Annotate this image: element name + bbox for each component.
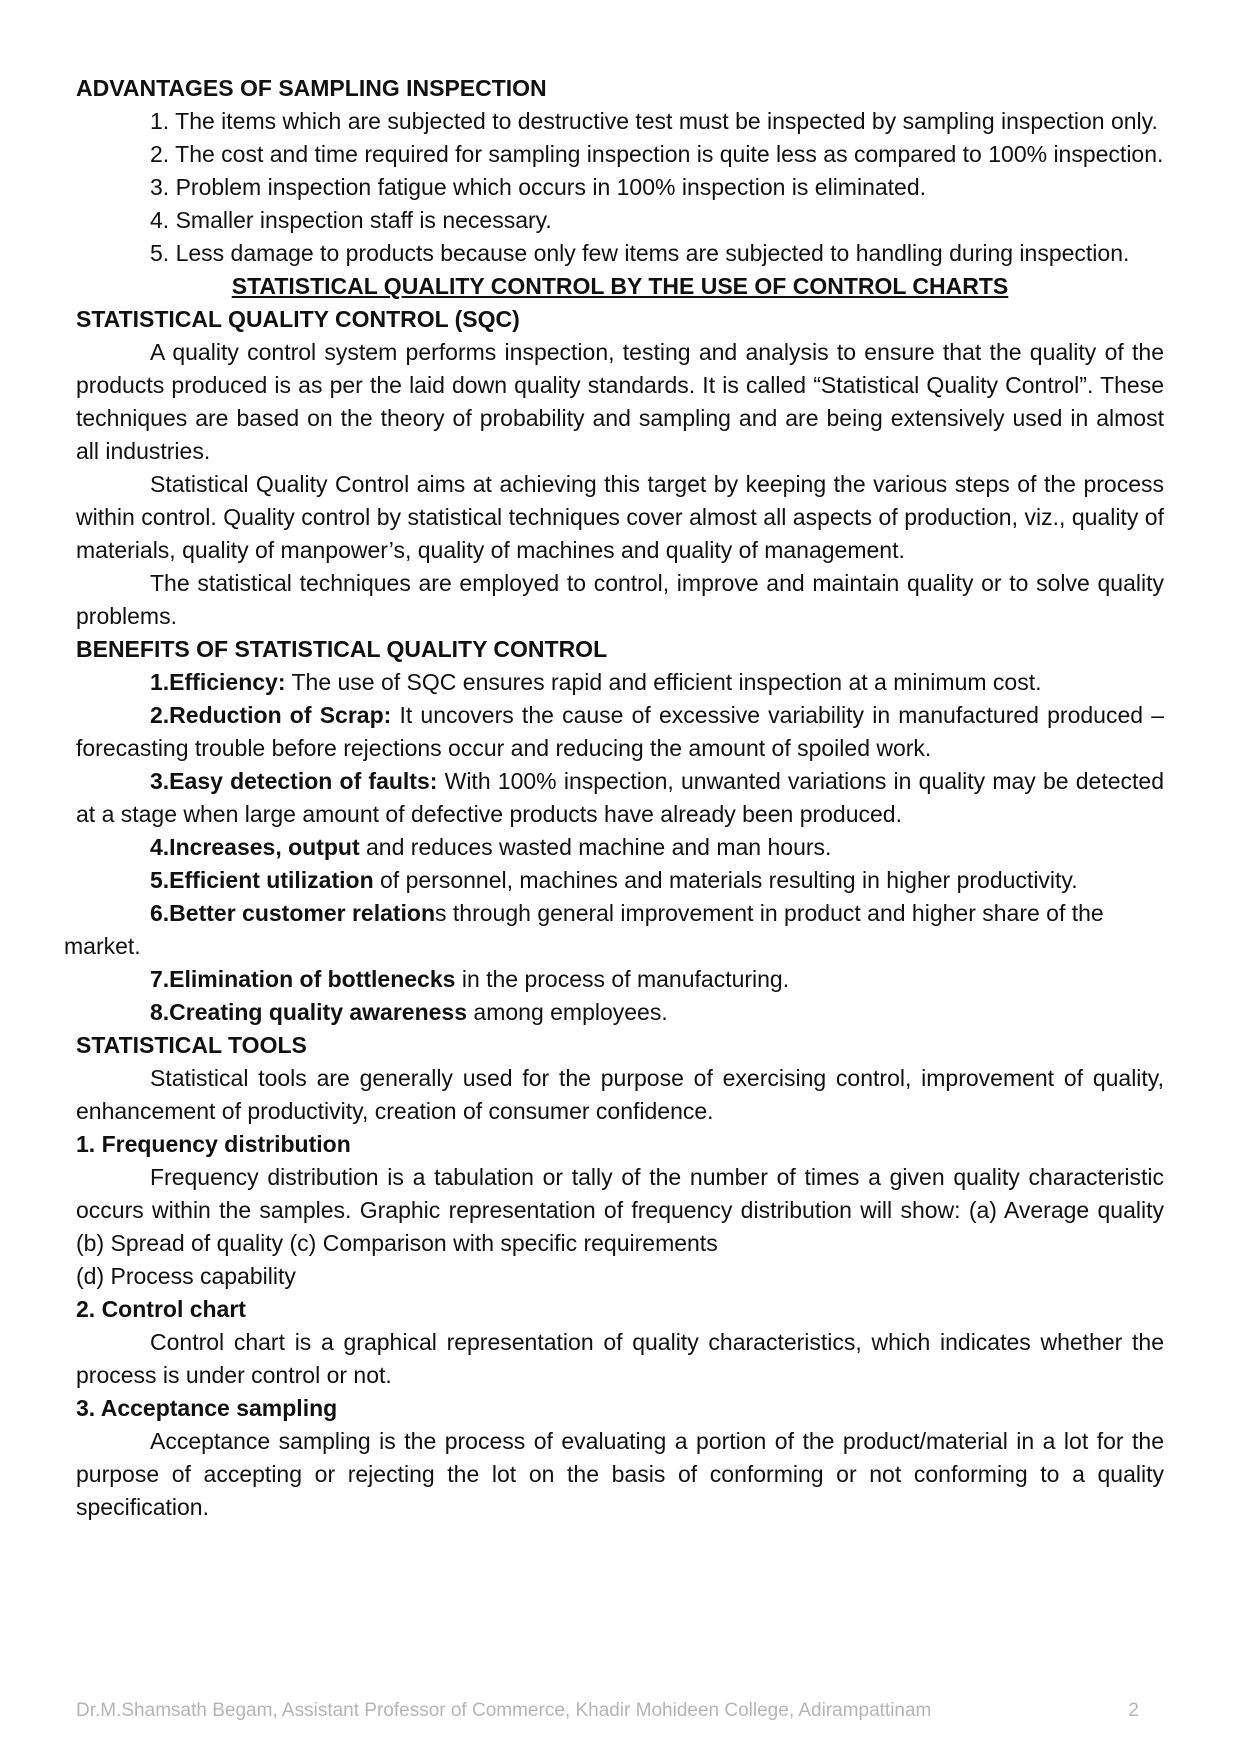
benefit-text: of personnel, machines and materials resulting in higher productivity. [373, 867, 1078, 893]
benefit-text: With 100% inspection, unwanted variations in quality may be detected at a stage when large amount of defective products have already been produced. [76, 768, 1164, 827]
benefit-title: 7.Elimination of bottlenecks [150, 966, 456, 992]
benefit-item [76, 831, 1164, 864]
frequency-text: Frequency distribution is a tabulation or tally of the number of times a given quality characteristic occurs within the samples. Graphic representation of frequency distribution will show: (a) Average quality (b) Spread of quality (c) Comparison with specific requirements [76, 1164, 1164, 1256]
tools-heading: STATISTICAL TOOLS [76, 1032, 307, 1058]
page-content [64, 72, 1164, 1524]
benefit-text: s through general improvement in product and higher share of the market. [64, 900, 1104, 959]
page-footer [76, 1694, 1139, 1727]
footer-author: Dr.M.Shamsath Begam, Assistant Professor of Commerce, Khadir Mohideen College, Adirampattinam [76, 1700, 932, 1721]
benefit-title: 2.Reduction of Scrap: [150, 702, 392, 728]
benefit-text: The use of SQC ensures rapid and efficient inspection at a minimum cost. [285, 669, 1042, 695]
sqc-heading: STATISTICAL QUALITY CONTROL (SQC) [76, 306, 520, 332]
benefit-text: among employees. [467, 999, 668, 1025]
advantage-item: 2. The cost and time required for sampling inspection is quite less as compared to 100% inspection. [150, 141, 1164, 167]
benefit-item [64, 897, 1164, 963]
benefit-text: in the process of manufacturing. [455, 966, 790, 992]
benefit-item [76, 699, 1164, 765]
control-chart-text: Control chart is a graphical representation of quality characteristics, which indicates whether the process is under control or not. [76, 1329, 1164, 1388]
benefit-title: 4.Increases, output [150, 834, 360, 860]
benefit-text: It uncovers the cause of excessive variability in manufactured produced – forecasting trouble before rejections occur and reducing the amount of spoiled work. [76, 702, 1164, 761]
control-chart-heading: 2. Control chart [76, 1296, 246, 1322]
benefits-heading: BENEFITS OF STATISTICAL QUALITY CONTROL [76, 636, 608, 662]
advantage-item: 5. Less damage to products because only few items are subjected to handling during inspection. [150, 240, 1130, 266]
benefit-item [76, 996, 1164, 1029]
sqc-paragraph: Statistical Quality Control aims at achieving this target by keeping the various steps of the process within control. Quality control by statistical techniques cover almost all aspects of production, viz., quality of materials, quality of manpower’s, quality of machines and quality of management. [76, 471, 1164, 563]
benefit-title: 6.Better customer relation [150, 900, 436, 926]
advantage-item: 4. Smaller inspection staff is necessary. [150, 207, 552, 233]
benefit-title: 8.Creating quality awareness [150, 999, 468, 1025]
acceptance-text: Acceptance sampling is the process of evaluating a portion of the product/material in a lot for the purpose of accepting or rejecting the lot on the basis of conforming or not conforming to a quality specification. [76, 1428, 1164, 1520]
frequency-heading: 1. Frequency distribution [76, 1131, 351, 1157]
tools-intro: Statistical tools are generally used for the purpose of exercising control, improvement of quality, enhancement of productivity, creation of consumer confidence. [76, 1065, 1164, 1124]
benefit-title: 3.Easy detection of faults: [150, 768, 438, 794]
advantages-heading: ADVANTAGES OF SAMPLING INSPECTION [76, 75, 547, 101]
benefit-title: 1.Efficiency: [150, 669, 286, 695]
benefit-title: 5.Efficient utilization [150, 867, 374, 893]
advantage-item: 1. The items which are subjected to destructive test must be inspected by sampling inspection only. [150, 108, 1158, 134]
page-number: 2 [1128, 1700, 1139, 1721]
frequency-text-cont: (d) Process capability [76, 1263, 296, 1289]
advantage-item: 3. Problem inspection fatigue which occurs in 100% inspection is eliminated. [150, 174, 927, 200]
benefit-item [76, 765, 1164, 831]
sqc-paragraph: The statistical techniques are employed to control, improve and maintain quality or to solve quality problems. [76, 570, 1164, 629]
sqc-paragraph: A quality control system performs inspection, testing and analysis to ensure that the quality of the products produced is as per the laid down quality standards. It is called “Statistical Quality Control”. These techniques are based on the theory of probability and sampling and are being extensively used in almost all industries. [76, 339, 1164, 464]
benefit-item [76, 864, 1164, 897]
benefit-item [76, 666, 1164, 699]
benefit-text: and reduces wasted machine and man hours. [359, 834, 832, 860]
control-charts-title: STATISTICAL QUALITY CONTROL BY THE USE OF CONTROL CHARTS [231, 273, 1009, 299]
benefit-item [76, 963, 1164, 996]
acceptance-heading: 3. Acceptance sampling [76, 1395, 338, 1421]
